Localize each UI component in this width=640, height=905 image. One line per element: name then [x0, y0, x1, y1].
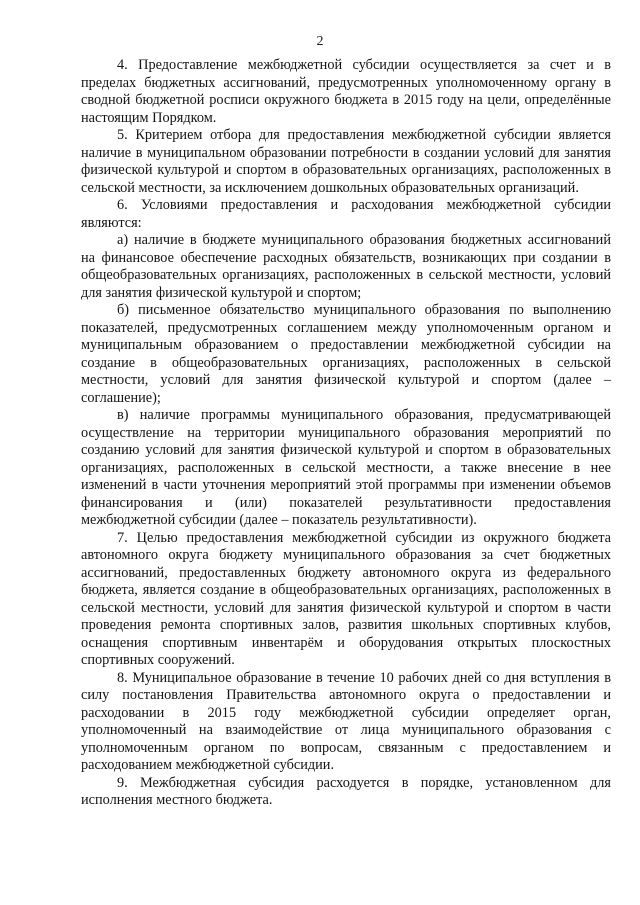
page-number: 2 — [316, 34, 324, 49]
paragraph-9-spending-procedure: 9. Межбюджетная субсидия расходуется в порядке, установленном для исполнения местного бюджета. — [81, 774, 611, 808]
paragraph-6-conditions-intro: 6. Условиями предоставления и расходования межбюджетной субсидии являются: — [81, 197, 611, 231]
paragraph-6c-municipal-program: в) наличие программы муниципального образования, предусматривающей осуществление на территории муниципального образования мероприятий по созданию условий для занятия физической культурой и спортом в образовательных организациях, расположенных в сельской местности, а также внесение в нее изменений в части уточнения мероприятий этой программы при изменении объемов финансирования и (или) показателей результативности предоставления межбюджетной субсидии (далее – показатель результативности). — [81, 407, 611, 528]
paragraph-8-authorized-body: 8. Муниципальное образование в течение 10 рабочих дней со дня вступления в силу постановления Правительства автономного округа о предоставлении и расходовании в 2015 году межбюджетной субсидии определяет орган, уполномоченный на взаимодействие от лица муниципального образования с уполномоченным органом по вопросам, связанным с предоставлением и расходованием межбюджетной субсидии. — [81, 669, 611, 773]
paragraph-4-funding-source: 4. Предоставление межбюджетной субсидии осуществляется за счет и в пределах бюджетных ассигнований, предусмотренных уполномоченному органу в сводной бюджетной росписи окружного бюджета в 2015 году на цели, определённые настоящим Порядком. — [81, 57, 611, 126]
document-body — [81, 57, 611, 810]
paragraph-5-selection-criterion: 5. Критерием отбора для предоставления межбюджетной субсидии является наличие в муниципальном образовании потребности в создании условий для занятия физической культурой и спортом в образовательных организациях, расположенных в сельской местности, за исключением дошкольных образовательных организаций. — [81, 127, 611, 196]
paragraph-6b-written-obligation: б) письменное обязательство муниципального образования по выполнению показателей, предусмотренных соглашением между уполномоченным органом и муниципальным образованием о предоставлении межбюджетной субсидии на создание в общеобразовательных организациях, расположенных в сельской местности, условий для занятия физической культурой и спортом (далее – соглашение); — [81, 302, 611, 406]
paragraph-6a-budget-allocations: а) наличие в бюджете муниципального образования бюджетных ассигнований на финансовое обеспечение расходных обязательств, возникающих при создании в общеобразовательных организациях, расположенных в сельской местности, условий для занятия физической культурой и спортом; — [81, 232, 611, 301]
paragraph-7-subsidy-purpose: 7. Целью предоставления межбюджетной субсидии из окружного бюджета автономного округа бюджету муниципального образования за счет бюджетных ассигнований, предоставленных бюджету автономного округа из федерального бюджета, является создание в общеобразовательных организациях, расположенных в сельской местности, условий для занятия физической культурой и спортом в части проведения ремонта спортивных залов, развития школьных спортивных клубов, оснащения спортивным инвентарём и оборудования открытых плоскостных спортивных сооружений. — [81, 529, 611, 668]
